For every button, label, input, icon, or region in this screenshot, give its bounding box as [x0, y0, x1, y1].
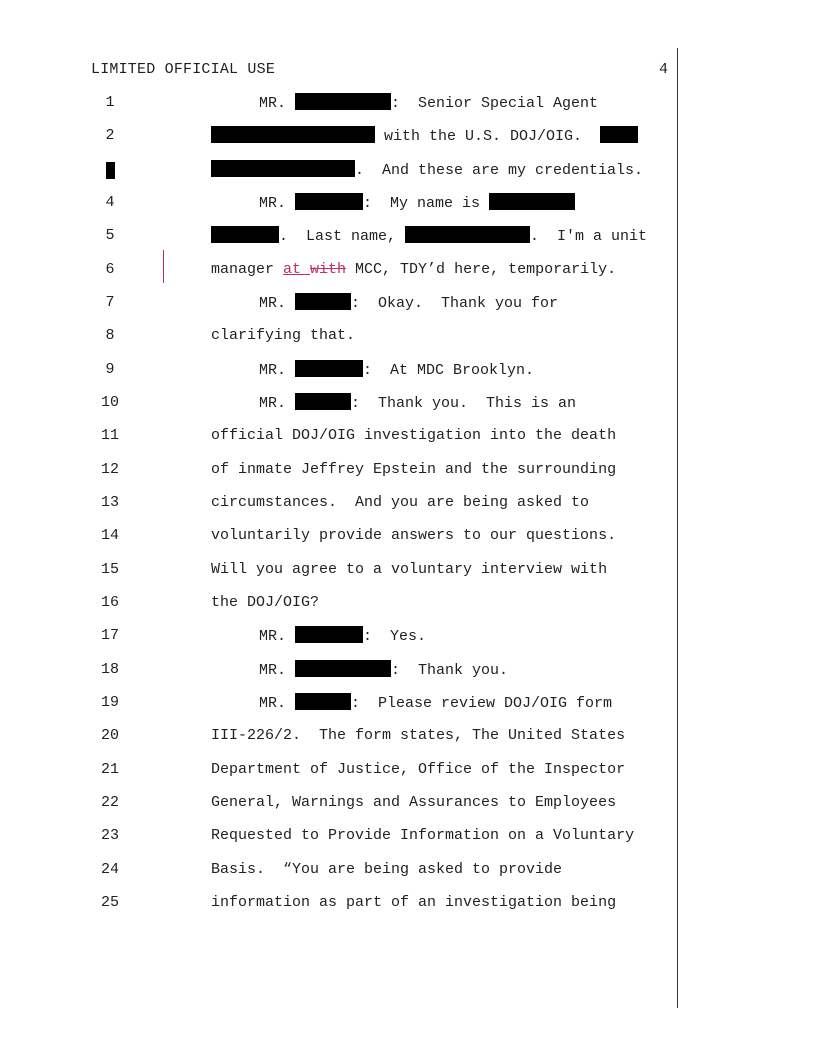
transcript-line [0, 193, 816, 213]
redaction-block [211, 126, 375, 143]
line-number: 9 [105, 361, 115, 378]
redaction-block [295, 660, 391, 677]
line-text: voluntarily provide answers to our questions. [211, 527, 617, 544]
line-text: III-226/2. The form states, The United States [211, 727, 626, 744]
line-number: 14 [100, 527, 119, 544]
line-text: MR. : Please review DOJ/OIG form [259, 695, 613, 712]
transcript-line [0, 560, 816, 580]
transcript-line [0, 726, 816, 746]
line-number: 12 [100, 461, 119, 478]
line-number: 10 [100, 394, 119, 411]
line-text: Will you agree to a voluntary interview with [211, 561, 608, 578]
transcript-line [0, 760, 816, 780]
transcript-line [0, 126, 816, 146]
transcript-line [0, 93, 816, 113]
line-text: circumstances. And you are being asked to [211, 494, 590, 511]
redaction-block [295, 93, 391, 110]
transcript-line [0, 226, 816, 246]
line-text: manager at with MCC, TDY’d here, temporarily. [211, 261, 617, 278]
transcript-line [0, 626, 816, 646]
line-text: MR. : Okay. Thank you for [259, 295, 559, 312]
transcript-line [0, 593, 816, 613]
line-number: 6 [105, 261, 115, 278]
transcript-line [0, 893, 816, 913]
line-text: the DOJ/OIG? [211, 594, 320, 611]
line-number: 13 [100, 494, 119, 511]
line-number: 4 [105, 194, 115, 211]
transcript-line [0, 326, 816, 346]
line-text: MR. : My name is [259, 193, 575, 214]
line-number: 7 [105, 294, 115, 311]
transcript-line [0, 693, 816, 713]
line-number: 5 [105, 227, 115, 244]
line-text: General, Warnings and Assurances to Employees [211, 794, 617, 811]
line-text: Requested to Provide Information on a Voluntary [211, 827, 635, 844]
deleted-text: with [310, 261, 347, 278]
line-text: MR. : Thank you. [259, 662, 509, 679]
transcript-line [0, 160, 816, 180]
redaction-block [211, 226, 279, 243]
line-text: with the U.S. DOJ/OIG. [211, 126, 638, 147]
line-number: 22 [100, 794, 119, 811]
transcript-line [0, 526, 816, 546]
page-number: 4 [659, 61, 669, 78]
line-number: 19 [100, 694, 119, 711]
line-number: 15 [100, 561, 119, 578]
page-header-title: LIMITED OFFICIAL USE [91, 61, 276, 78]
transcript-line [0, 360, 816, 380]
inserted-text: at [283, 261, 311, 278]
redaction-block [405, 226, 530, 243]
line-text: information as part of an investigation being [211, 894, 617, 911]
line-number: 16 [100, 594, 119, 611]
transcript-line [0, 826, 816, 846]
line-number: 21 [100, 761, 119, 778]
line-number: 11 [100, 427, 119, 444]
transcript-line [0, 793, 816, 813]
transcript-line [0, 260, 816, 280]
line-number: 25 [100, 894, 119, 911]
transcript-line [0, 460, 816, 480]
redaction-block [600, 126, 638, 143]
line-number: 24 [100, 861, 119, 878]
line-text: official DOJ/OIG investigation into the death [211, 427, 617, 444]
line-text: MR. : Senior Special Agent [259, 95, 599, 112]
redaction-block [295, 626, 363, 643]
redaction-block [295, 360, 363, 377]
redaction-block [295, 193, 363, 210]
transcript-line [0, 860, 816, 880]
line-number: 20 [100, 727, 119, 744]
line-text: MR. : Thank you. This is an [259, 395, 577, 412]
line-number: 8 [105, 327, 115, 344]
redaction-block [295, 293, 351, 310]
line-text: Department of Justice, Office of the Inspector [211, 761, 626, 778]
line-text: of inmate Jeffrey Epstein and the surrounding [211, 461, 617, 478]
redaction-block [211, 160, 355, 177]
transcript-line [0, 393, 816, 413]
line-text: MR. : Yes. [259, 628, 427, 645]
line-text: Basis. “You are being asked to provide [211, 861, 563, 878]
redaction-block [295, 393, 351, 410]
line-number: 1 [105, 94, 115, 111]
line-number: 23 [100, 827, 119, 844]
redaction-block [489, 193, 575, 210]
line-number: 17 [100, 627, 119, 644]
line-text: . And these are my credentials. [211, 160, 643, 181]
redaction-block [295, 693, 351, 710]
transcript-line [0, 426, 816, 446]
line-text: . Last name, . I'm a unit [211, 226, 647, 247]
transcript-line [0, 660, 816, 680]
line-text: MR. : At MDC Brooklyn. [259, 362, 535, 379]
line-number: 18 [100, 661, 119, 678]
redacted-line-number [106, 162, 115, 179]
transcript-line [0, 293, 816, 313]
line-number: 2 [105, 127, 115, 144]
line-text: clarifying that. [211, 327, 356, 344]
transcript-line [0, 493, 816, 513]
